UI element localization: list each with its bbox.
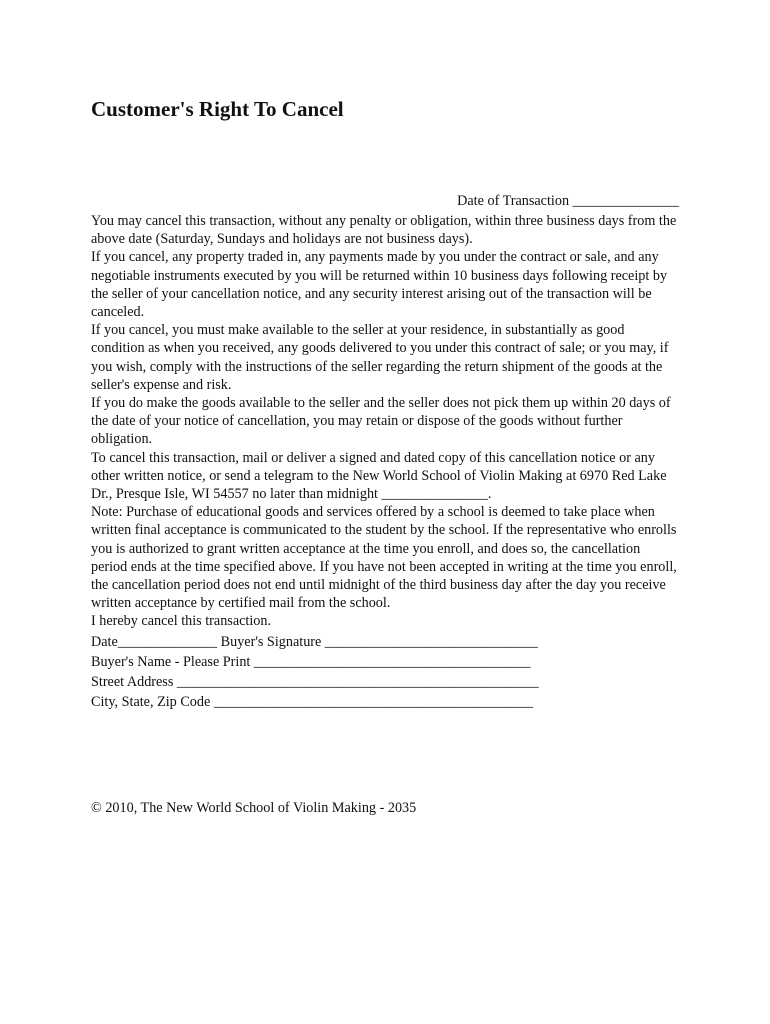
signature-block — [91, 632, 679, 712]
paragraph-cancel-right: You may cancel this transaction, without any penalty or obligation, within three business days from the above date (Saturday, Sundays and holidays are not business days). — [91, 213, 677, 248]
paragraph-how-to-cancel: To cancel this transaction, mail or deliver a signed and dated copy of this cancellation notice or any other written notice, or send a telegram to the New World School of Violin Making at 6970 Red Lake Dr., Presque Isle, WI 54557 no later than midnight _______________. — [91, 449, 667, 503]
paragraph-return-goods: If you cancel, you must make available to the seller at your residence, in substantially as good condition as when you received, any goods delivered to you under this contract of sale; or you may, if you wish, comply with the instructions of the seller regarding the return shipment of the goods at the seller's expense and risk. — [91, 322, 669, 393]
paragraph-note: Note: Purchase of educational goods and services offered by a school is deemed to take place when written final acceptance is communicated to the student by the school. If the representative who enrolls you is authorized to grant written acceptance at the time you enroll, and does so, the cancellation period ends at the time specified above. If you have not been accepted in writing at the time you enroll, the cancellation period does not end until midnight of the third business day after the day you receive written acceptance by certified mail from the school. — [91, 504, 677, 612]
date-signature-line: Date______________ Buyer's Signature ______________________________ — [91, 633, 538, 650]
copyright-footer: © 2010, The New World School of Violin Making - 2035 — [91, 800, 417, 816]
paragraph-goods-pickup: If you do make the goods available to the seller and the seller does not pick them up within 20 days of the date of your notice of cancellation, you may retain or dispose of the goods without further obligation. — [91, 395, 671, 448]
city-state-zip-line: City, State, Zip Code _____________________________________________ — [91, 693, 534, 710]
street-address-line: Street Address ___________________________________________________ — [91, 673, 539, 690]
paragraph-hereby-cancel: I hereby cancel this transaction. — [91, 613, 272, 630]
date-of-transaction-line: Date of Transaction _______________ — [457, 193, 679, 209]
document-body — [91, 212, 679, 712]
paragraph-refund-terms: If you cancel, any property traded in, any payments made by you under the contract or sale, and any negotiable instruments executed by you will be returned within 10 business days following receipt by the seller of your cancellation notice, and any security interest arising out of the transaction will be canceled. — [91, 249, 668, 321]
buyers-name-line: Buyer's Name - Please Print _______________________________________ — [91, 653, 531, 670]
document-title: Customer's Right To Cancel — [91, 97, 344, 121]
